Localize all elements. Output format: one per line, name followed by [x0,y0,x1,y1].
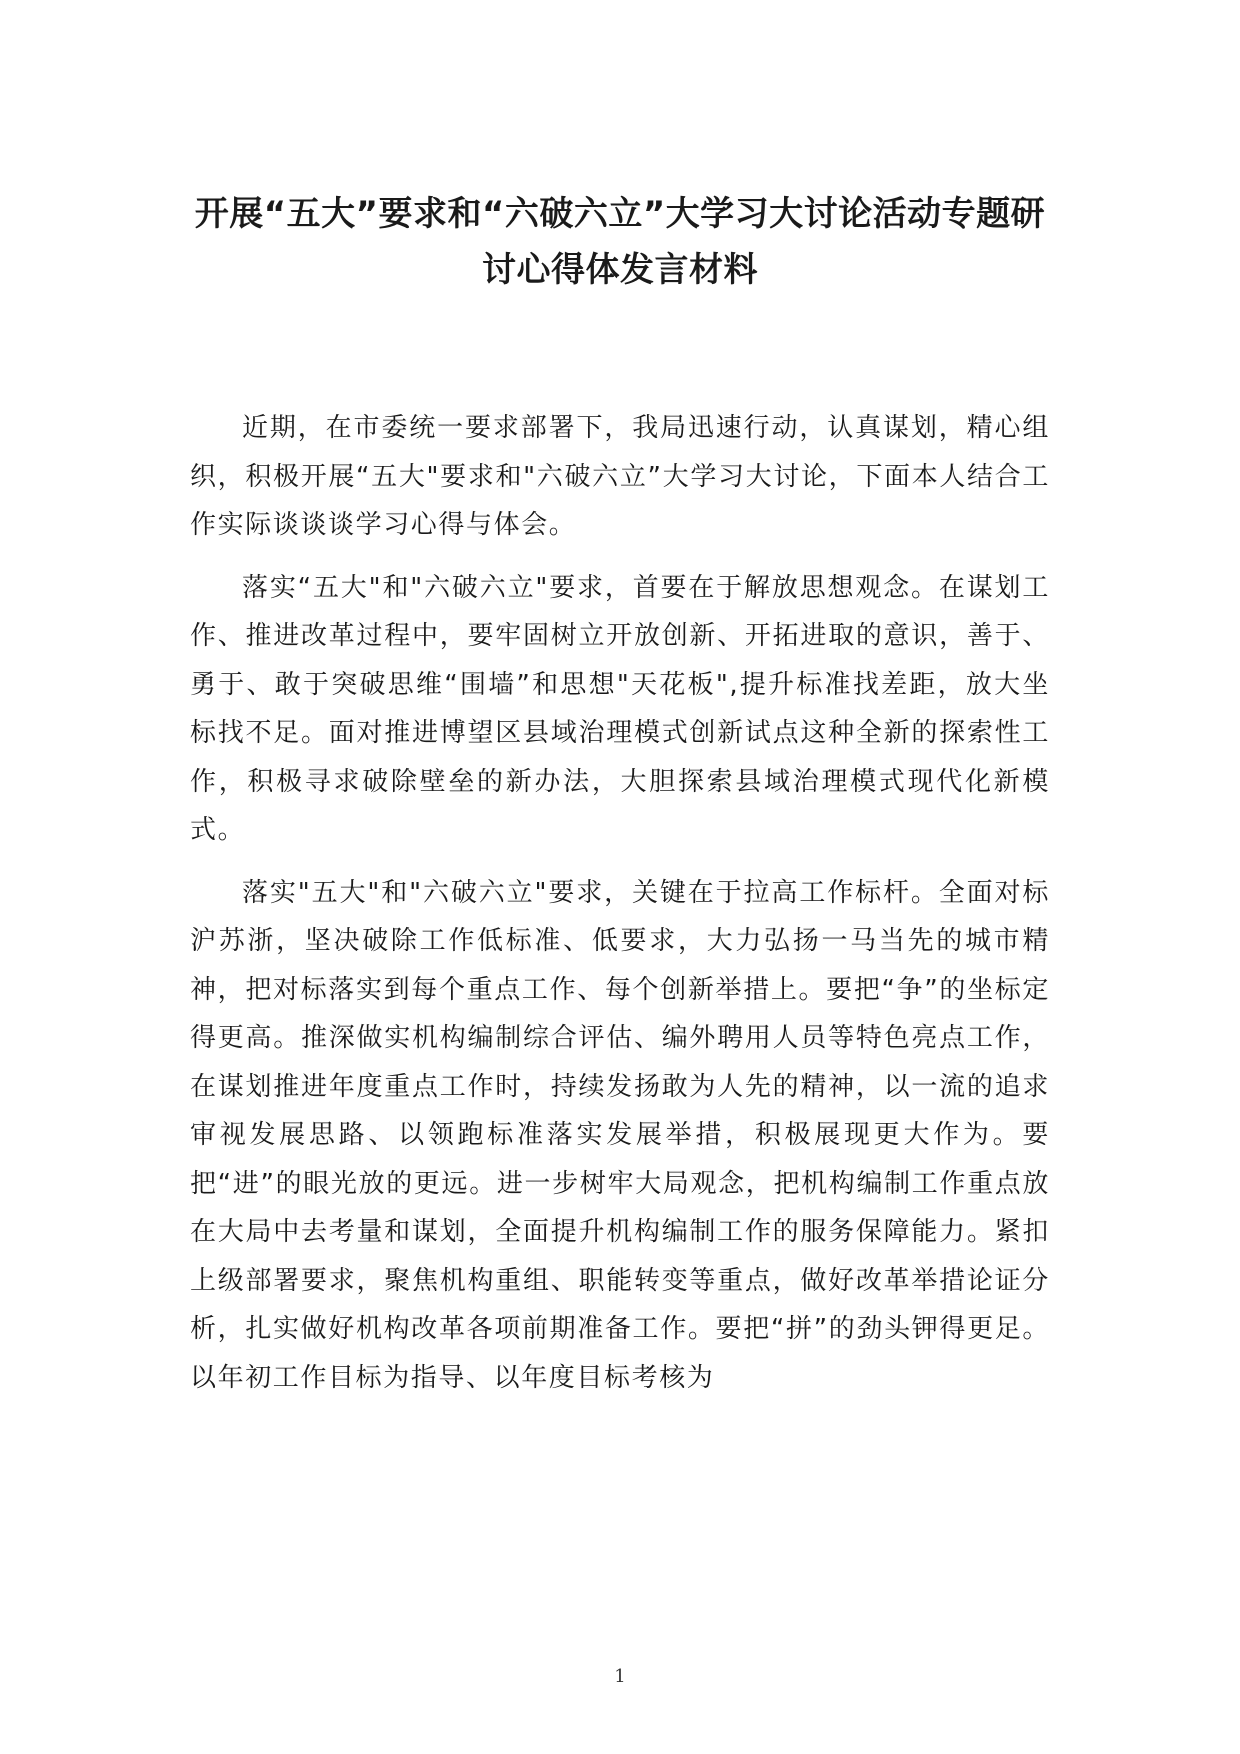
paragraph-3: 落实"五大"和"六破六立"要求，关键在于拉高工作标杆。全面对标沪苏浙，坚决破除工作低标准、低要求，大力弘扬一马当先的城市精神，把对标落实到每个重点工作、每个创新举措上。要把“争”的坐标定得更高。推深做实机构编制综合评估、编外聘用人员等特色亮点工作，在谋划推进年度重点工作时，持续发扬敢为人先的精神，以一流的追求审视发展思路、以领跑标准落实发展举措，积极展现更大作为。要把“进”的眼光放的更远。进一步树牢大局观念，把机构编制工作重点放在大局中去考量和谋划，全面提升机构编制工作的服务保障能力。紧扣上级部署要求，聚焦机构重组、职能转变等重点，做好改革举措论证分析，扎实做好机构改革各项前期准备工作。要把“拼”的劲头钾得更足。以年初工作目标为指导、以年度目标考核为 [190,877,1050,1393]
document-title: 开展“五大”要求和“六破六立”大学习大讨论活动专题研讨心得体发言材料 [194,194,1046,290]
paragraph-2: 落实“五大"和"六破六立"要求，首要在于解放思想观念。在谋划工作、推进改革过程中，要牢固树立开放创新、开拓进取的意识，善于、勇于、敢于突破思维“围墙”和思想"天花板",提升标准找差距，放大坐标找不足。面对推进博望区县域治理模式创新试点这种全新的探索性工作，积极寻求破除壁垒的新办法，大胆探索县域治理模式现代化新模式。 [190,572,1050,845]
document-body [190,404,1050,1416]
page-number: 1 [614,1666,626,1687]
paragraph-1: 近期，在市委统一要求部署下，我局迅速行动，认真谋划，精心组织，积极开展“五大"要求和"六破六立”大学习大讨论，下面本人结合工作实际谈谈谈学习心得与体会。 [190,413,1050,540]
